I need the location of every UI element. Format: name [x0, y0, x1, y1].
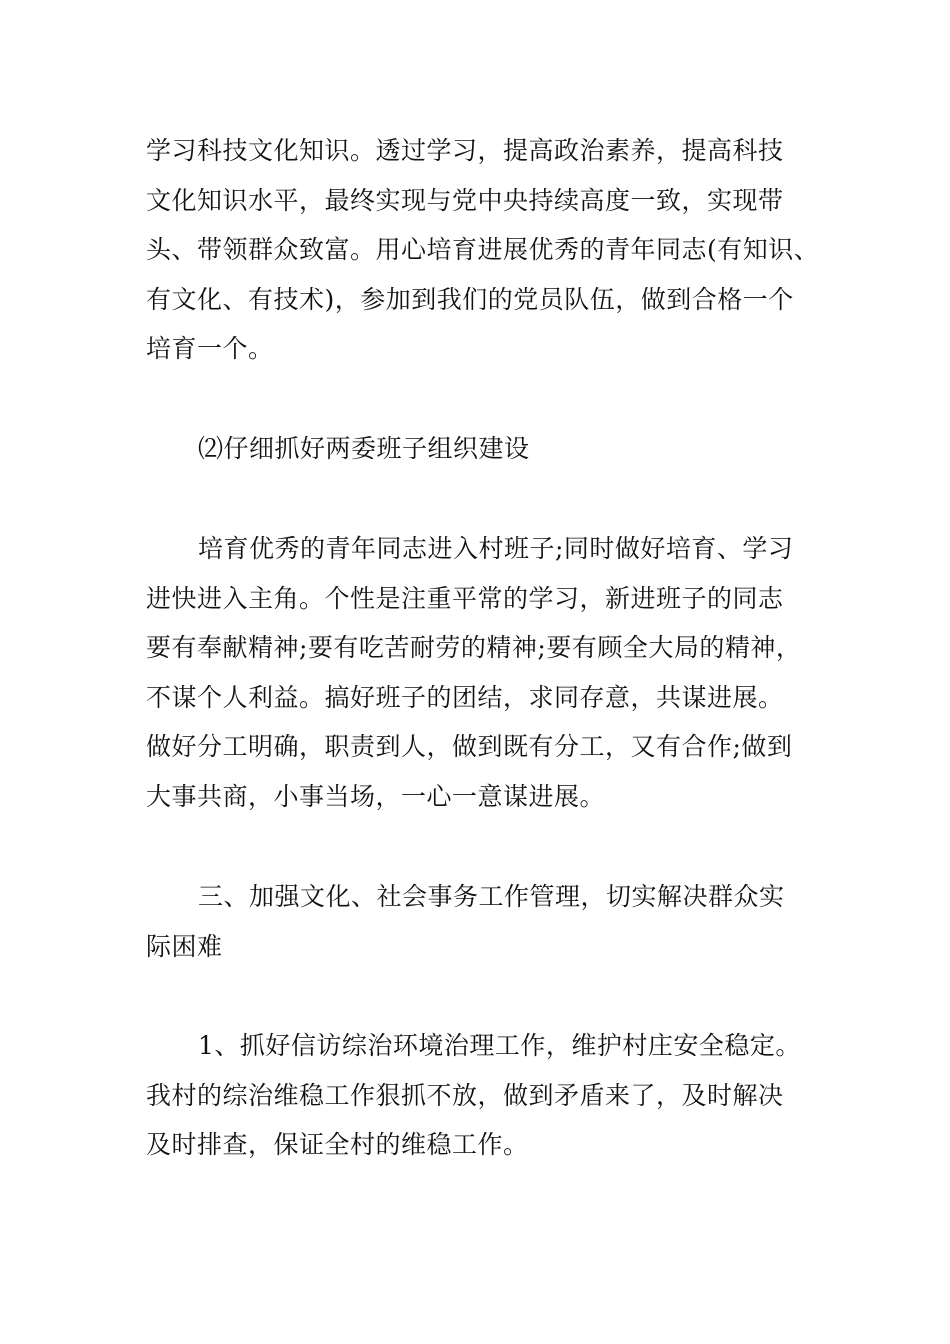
section-heading-2: [146, 424, 836, 474]
paragraph-line: 头、带领群众致富。用心培育进展优秀的青年同志(有知识、: [146, 235, 820, 265]
heading-line: ⑵仔细抓好两委班子组织建设: [198, 434, 530, 463]
paragraph-line: 不谋个人利益。搞好班子的团结，求同存意，共谋进展。: [146, 682, 784, 712]
paragraph-line: 做好分工明确，职责到人，做到既有分工，又有合作;做到: [146, 732, 793, 762]
heading-line: 际困难: [146, 931, 223, 961]
paragraph-line: 1、抓好信访综治环境治理工作，维护村庄安全稳定。: [198, 1031, 801, 1060]
heading-line: 三、加强文化、社会事务工作管理，切实解决群众实: [198, 882, 785, 911]
paragraph-5: [146, 1021, 836, 1170]
paragraph-line: 培育优秀的青年同志进入村班子;同时做好培育、学习: [198, 534, 794, 563]
paragraph-line: 有文化、有技术)，参加到我们的党员队伍，做到合格一个: [146, 284, 794, 314]
paragraph-line: 进快进入主角。个性是注重平常的学习，新进班子的同志: [146, 583, 784, 613]
paragraph-line: 我村的综治维稳工作狠抓不放，做到矛盾来了，及时解决: [146, 1080, 784, 1110]
paragraph-1: [146, 126, 836, 374]
paragraph-line: 大事共商，小事当场，一心一意谋进展。: [146, 781, 606, 811]
paragraph-line: 培育一个。: [146, 334, 274, 364]
section-heading-3: [146, 872, 836, 971]
paragraph-line: 学习科技文化知识。透过学习，提高政治素养，提高科技: [146, 136, 784, 165]
paragraph-line: 及时排查，保证全村的维稳工作。: [146, 1130, 529, 1160]
paragraph-3: [146, 524, 836, 822]
paragraph-line: 要有奉献精神;要有吃苦耐劳的精神;要有顾全大局的精神，: [146, 633, 802, 663]
paragraph-line: 文化知识水平，最终实现与党中央持续高度一致，实现带: [146, 185, 784, 215]
